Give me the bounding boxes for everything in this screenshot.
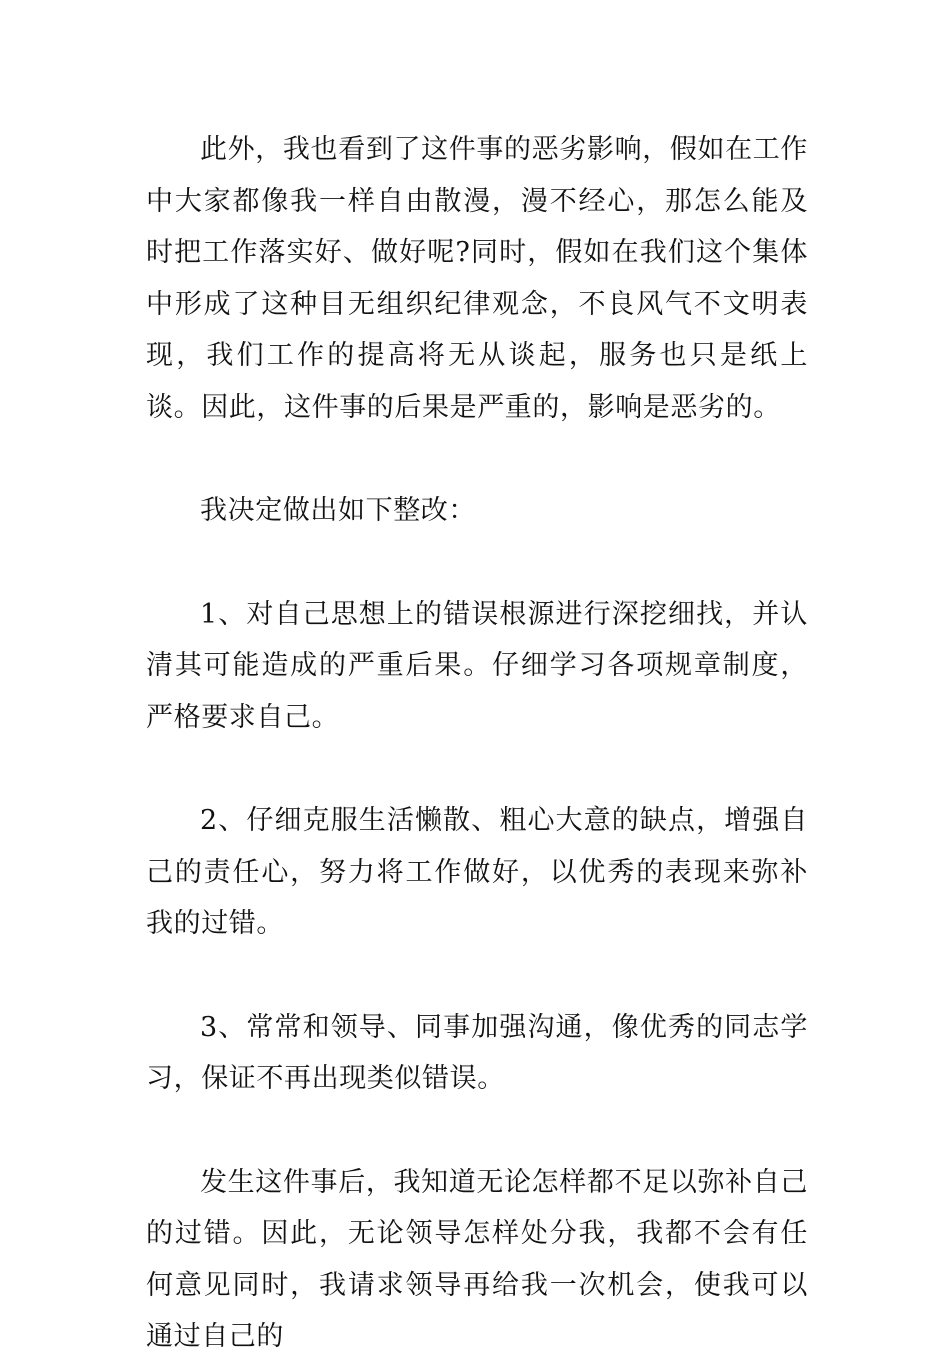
paragraph-impact: 此外，我也看到了这件事的恶劣影响，假如在工作中大家都像我一样自由散漫，漫不经心，那怎么能及时把工作落实好、做好呢?同时，假如在我们这个集体中形成了这种目无组织纪律观念，不良风气不文明表现，我们工作的提高将无从谈起，服务也只是纸上谈。因此，这件事的后果是严重的，影响是恶劣的。 [146, 134, 808, 423]
paragraph-gap [146, 950, 808, 1002]
paragraph-gap [146, 1105, 808, 1157]
paragraph-item-3: 3、常常和领导、同事加强沟通，像优秀的同志学习，保证不再出现类似错误。 [146, 1011, 808, 1094]
paragraph-gap [146, 743, 808, 795]
paragraph-closing: 发生这件事后，我知道无论怎样都不足以弥补自己的过错。因此，无论领导怎样处分我，我都不会有任何意见同时，我请求领导再给我一次机会，使我可以通过自己的 [146, 1166, 808, 1352]
paragraph-rectification-intro: 我决定做出如下整改： [200, 495, 476, 526]
paragraph-item-2: 2、仔细克服生活懒散、粗心大意的缺点，增强自己的责任心，努力将工作做好，以优秀的表现来弥补我的过错。 [146, 805, 808, 939]
paragraph-gap [146, 433, 808, 485]
paragraph-item-1: 1、对自己思想上的错误根源进行深挖细找，并认清其可能造成的严重后果。仔细学习各项规章制度，严格要求自己。 [146, 598, 808, 733]
document-body [146, 124, 808, 1363]
paragraph-gap [146, 537, 808, 589]
